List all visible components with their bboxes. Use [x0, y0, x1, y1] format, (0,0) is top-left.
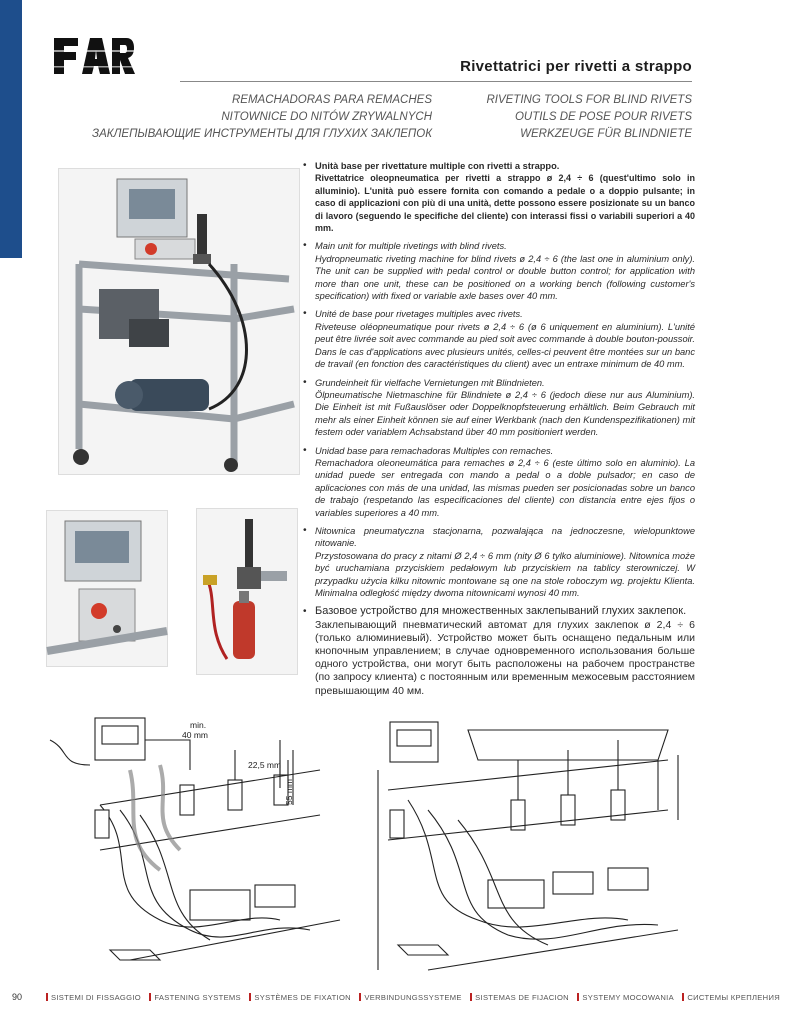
subtitle-es: REMACHADORAS PARA REMACHES	[231, 94, 432, 106]
separator-icon	[470, 993, 472, 1001]
far-logo	[50, 30, 136, 80]
title-divider	[180, 81, 692, 82]
description-body: Riveteuse oléopneumatique pour rivets ø 2,4 ÷ 6 (ø 6 uniquement en aluminium). L'unité peut être livrée soit avec commande au pied soit avec commande à double bouton-poussoir. Dans le cas d'applications avec plusieurs unités, celles-ci peuvent être montées sur un banc de travail (en fonction des caractéristiques du client) avec un entraxe minimum de 40 mm.	[315, 321, 696, 370]
page-number: 90	[12, 992, 23, 1002]
footer-item	[46, 993, 141, 1002]
footer-categories	[46, 993, 786, 1002]
description-column	[303, 160, 695, 704]
description-body: Hydropneumatic riveting machine for blind rivets ø 2,4 ÷ 6 (the last one in aluminium only). The unit can be supplied with pedal control or double button control; for application with more than one unit, these can be positioned on a working bench (following customer's specification) with fixed or variable axle bases over 40 mm.	[315, 253, 695, 302]
min-value-label: 40 mm	[182, 730, 208, 740]
subtitle-group-left	[92, 92, 432, 143]
separator-icon	[149, 993, 151, 1001]
footer-item	[359, 993, 461, 1002]
subtitle-en: RIVETING TOOLS FOR BLIND RIVETS	[486, 94, 692, 106]
description-body: Remachadora oleoneumática para remaches ø 2,4 ÷ 6 (este último solo en aluminio). La unidad puede ser entregada con mando a pedal o a doble pulsador; en caso de aplicaciones con más de una unidad, las mismas pueden ser posicionadas sobre un banco de trabajo (respetando las especificaciones del cliente) con distancia entre ejes fijos o variables superiores a 40 mm.	[315, 457, 695, 518]
side-color-tab	[0, 0, 22, 258]
page-footer	[0, 990, 780, 1008]
footer-item-label: SYSTEMY MOCOWANIA	[582, 993, 674, 1002]
riveter-head-photo	[196, 508, 298, 675]
description-en	[303, 240, 695, 302]
description-body: Przystosowana do pracy z nitami Ø 2,4 ÷ 6 mm (nity Ø 6 tylko aluminiowe). Nitownica może być uruchamiana przyciskiem pedałowym lub przyciskiem na tablicy sterowniczej. W przypadku użycia kilku nitownic montowane są one na stole roboczym wg. projektu Klienta. Minimalna odległość między dwoma nitownicami wynosi 40 mm.	[315, 550, 695, 598]
separator-icon	[249, 993, 251, 1001]
bullet-icon: •	[303, 524, 307, 536]
bullet-icon: •	[303, 444, 307, 456]
footer-item	[470, 993, 569, 1002]
footer-item-label: FASTENING SYSTEMS	[154, 993, 241, 1002]
description-heading: Unité de base pour rivetages multiples avec rivets.	[315, 309, 523, 320]
footer-item	[249, 993, 351, 1002]
bullet-icon: •	[303, 240, 307, 252]
description-fr	[303, 308, 695, 370]
footer-item	[682, 993, 780, 1002]
subtitle-group-right	[486, 92, 692, 143]
description-es	[303, 445, 695, 519]
subtitle-fr: OUTILS DE POSE POUR RIVETS	[514, 111, 692, 123]
subtitle-de: WERKZEUGE FÜR BLINDNIETE	[520, 128, 692, 140]
description-de	[303, 377, 695, 439]
bullet-icon: •	[303, 606, 307, 618]
separator-icon	[682, 993, 684, 1001]
bullet-icon: •	[303, 376, 307, 388]
footer-item-label: СИСТЕМЫ КРЕПЛЕНИЯ	[687, 993, 780, 1002]
height-dimension-label: 55 mm	[284, 779, 294, 805]
control-box-photo	[46, 510, 168, 667]
description-ru	[303, 605, 695, 697]
bullet-icon: •	[303, 160, 307, 171]
description-pl	[303, 525, 695, 599]
description-heading: Main unit for multiple rivetings with blind rivets.	[315, 241, 507, 252]
subtitle-pl: NITOWNICE DO NITÓW ZRYWALNYCH	[221, 111, 432, 123]
description-heading: Unità base per rivettature multiple con rivetti a strappo.	[315, 161, 560, 171]
footer-item	[577, 993, 674, 1002]
single-bench-diagram	[40, 710, 360, 990]
multi-unit-bench-diagram	[368, 700, 694, 990]
description-it	[303, 160, 695, 234]
separator-icon	[46, 993, 48, 1001]
footer-item-label: SISTEMI DI FISSAGGIO	[51, 993, 141, 1002]
page-title: Rivettatrici per rivetti a strappo	[460, 58, 692, 75]
separator-icon	[577, 993, 579, 1001]
riveting-unit-photo	[58, 168, 300, 475]
subtitle-ru: ЗАКЛЕПЫВАЮЩИЕ ИНСТРУМЕНТЫ ДЛЯ ГЛУХИХ ЗАКЛЕПОК	[92, 128, 432, 140]
description-heading: Unidad base para remachadoras Multiples con remaches.	[315, 445, 554, 456]
description-heading: Grundeinheit für vielfache Vernietungen mit Blindnieten.	[315, 377, 545, 388]
footer-item	[149, 993, 241, 1002]
footer-item-label: SISTEMAS DE FIJACION	[475, 993, 569, 1002]
description-body: Ölpneumatische Nietmaschine für Blindniete ø 2,4 ÷ 6 (jedoch diese nur aus Aluminium). Die Einheit ist mit Fußauslöser oder Doppelknopfsteuerung erhältlich. Beim Gebrauch mit mehr als einer Einheit können sie auf einer Werkbank (nach den Kundenspezifikationen) mit festem oder variablem Achsabstand über 40 mm positioniert werden.	[315, 389, 695, 438]
description-body: Заклепывающий пневматический автомат для глухих заклепок ø 2,4 ÷ 6 (только алюминиевый). Устройство может быть оснащено педальным или кнопочным управлением; в случае одновременного использования больше одного устройства, они могут быть расположены на рабочем пространстве (по запросу клиента) с постоянным или временным межосевым расстоянием превышающим 40 мм.	[315, 618, 695, 697]
footer-item-label: VERBINDUNGSSYSTEME	[364, 993, 462, 1002]
description-body: Rivettatrice oleopneumatica per rivetti a strappo ø 2,4 ÷ 6 (quest'ultimo solo in alluminio). L'unità può essere fornita con comando a pedale o a doppio pulsante; in caso di applicazioni con più di una unità, dette possono essere posizionate su un banco di lavoro (seguendo le specifiche del cliente) con interassi fissi o variabili superiori a 40 mm.	[315, 173, 695, 234]
pitch-dimension-label: 22,5 mm	[248, 760, 282, 770]
description-heading: Базовое устройство для множественных заклепываний глухих заклепок.	[315, 605, 687, 618]
footer-item-label: SYSTÈMES DE FIXATION	[254, 993, 351, 1002]
min-label: min.	[190, 720, 207, 730]
bullet-icon: •	[303, 308, 307, 320]
description-heading: Nitownica pneumatyczna stacjonarna, pozwalająca na jednoczesne, wielopunktowe nitowanie.	[315, 525, 695, 549]
separator-icon	[359, 993, 361, 1001]
